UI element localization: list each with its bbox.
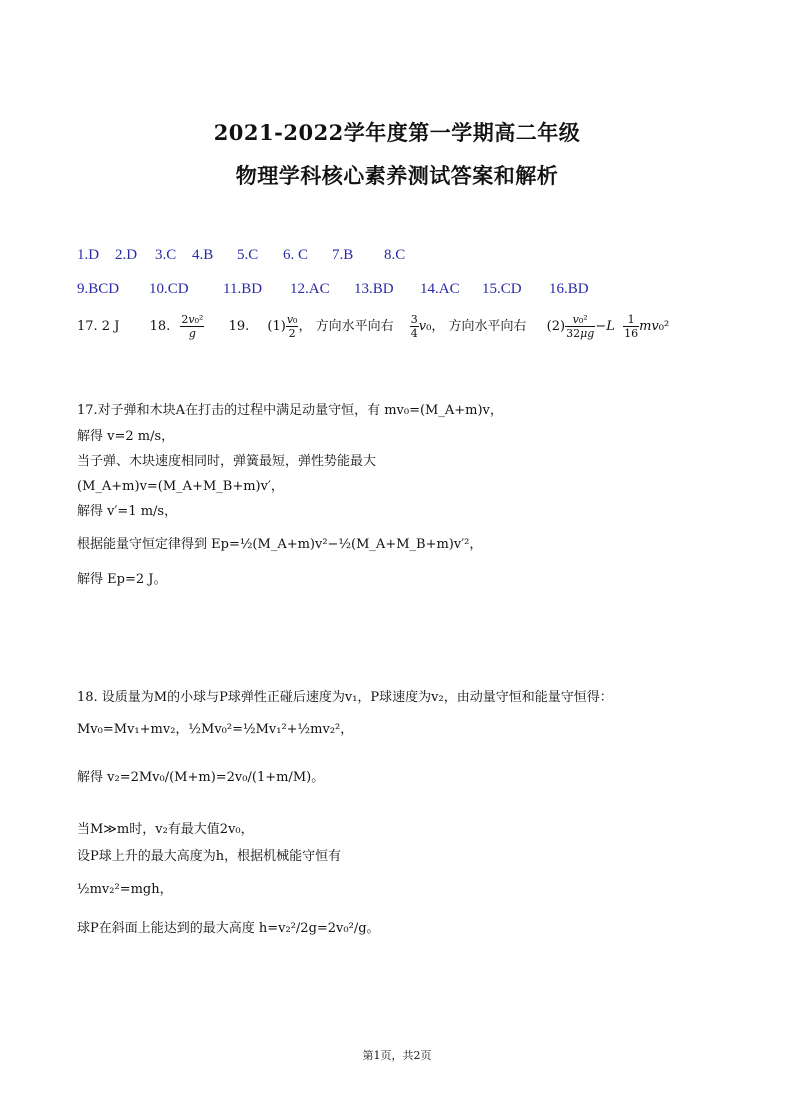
solution17-line: (M_A+m)v=(M_A+M_B+m)v′， xyxy=(77,479,284,494)
solution18-line: 当M≫m时，v₂有最大值2v₀， xyxy=(77,822,254,837)
answer-item: 5.C xyxy=(237,247,259,263)
answer-18-fraction: $\frac{\text{2v₀²}}{g}$ xyxy=(181,313,204,340)
answer-item: 15.CD xyxy=(482,281,522,297)
solution18-line: ½mv₂²=mgh， xyxy=(77,882,173,897)
answer-item: 10.CD xyxy=(149,281,189,297)
solution18-line: 球P在斜面上能达到的最大高度 h=v₂²/2g=2v₀²/g。 xyxy=(77,921,380,936)
solution18-line: 设P球上升的最大高度为h，根据机械能守恒有 xyxy=(77,849,342,864)
answer-item: 4.B xyxy=(192,247,214,263)
solution17-line: 根据能量守恒定律得到 Ep=½(M_A+m)v²−½(M_A+M_B+m)v′²， xyxy=(77,537,483,552)
answer-item: 16.BD xyxy=(549,281,589,297)
solution18-line: Mv₀=Mv₁+mv₂，½Mv₀²=½Mv₁²+½mv₂²， xyxy=(77,722,354,737)
answer-item: 11.BD xyxy=(223,281,263,297)
solution17-line: 当子弹、木块速度相同时，弹簧最短，弹性势能最大 xyxy=(77,454,377,469)
answer-19-dir1: 方向水平向右 xyxy=(315,319,394,334)
answer-18-label: 18. xyxy=(149,319,171,334)
answer-17: 17. 2 J xyxy=(77,319,120,334)
answer-item: 7.B xyxy=(332,247,354,263)
answer-item: 9.BCD xyxy=(77,281,120,297)
page-title-line2: 物理学科核心素养测试答案和解析 xyxy=(235,163,559,188)
answer-19-label: 19. xyxy=(228,319,250,334)
answer-19-part3: (2) $\frac{\text{v₀²}}{32\mu g}$ −L $\frac{1}{16}$ mv₀² xyxy=(546,313,670,340)
answer-item: 3.C xyxy=(155,247,177,263)
solution18-line: 18. 设质量为M的小球与P球弹性正碰后速度为v₁，P球速度为v₂，由动量守恒和能量守恒得： xyxy=(77,690,613,705)
solution17-line: 解得 v′=1 m/s， xyxy=(77,504,178,519)
answer-item: 14.AC xyxy=(420,281,460,297)
solution18-line: 解得 v₂=2Mv₀/(M+m)=2v₀/(1+m/M)。 xyxy=(77,770,325,785)
solution17-line: 解得 v=2 m/s， xyxy=(77,429,175,444)
solution17-line: 解得 Ep=2 J。 xyxy=(77,572,167,587)
solution17-line: 17.对子弹和木块A在打击的过程中满足动量守恒，有 mv₀=(M_A+m)v， xyxy=(77,403,503,418)
answer-item: 13.BD xyxy=(354,281,394,297)
fill-in-answers xyxy=(77,313,669,340)
answer-19-part2: $\frac{3}{4}$ v₀， xyxy=(410,313,445,340)
answer-19-dir2: 方向水平向右 xyxy=(448,319,527,334)
page-title-line1: 2021-2022学年度第一学期高二年级 xyxy=(213,120,581,145)
answer-item: 8.C xyxy=(384,247,406,263)
answer-item: 1.D xyxy=(77,247,100,263)
answer-item: 2.D xyxy=(115,247,138,263)
answer-item: 6. C xyxy=(283,247,309,263)
answer-item: 12.AC xyxy=(290,281,330,297)
page-footer: 第1页，共2页 xyxy=(362,1049,432,1062)
answer-19-part1: (1) $\frac{\text{v₀}}{2}$ ， xyxy=(267,313,312,340)
